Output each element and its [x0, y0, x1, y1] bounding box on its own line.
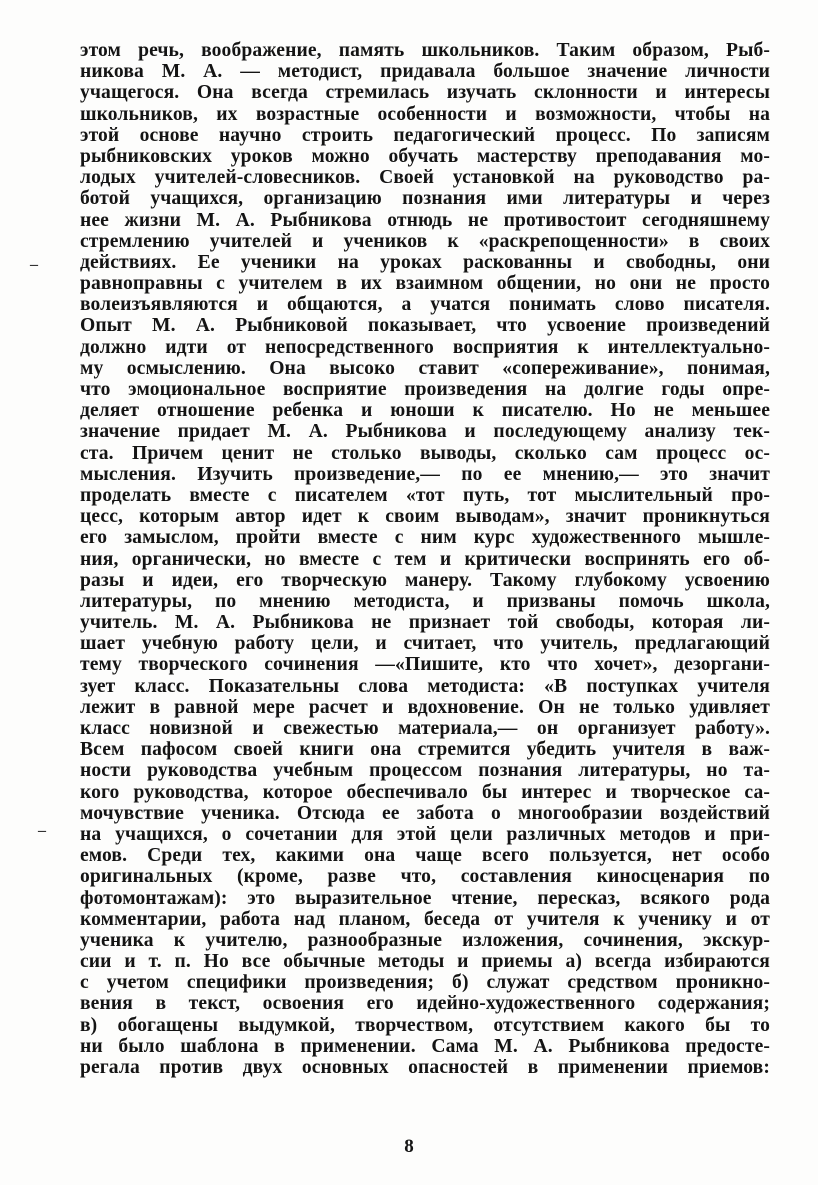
- text-line: кого руководства, которое обеспечивало бы интерес и творческое са-: [80, 781, 770, 803]
- body-text: [80, 40, 770, 1078]
- text-line: что эмоциональное восприятие произведения на долгие годы опре-: [80, 379, 770, 400]
- text-line: класс новизной и свежестью материала,— он организует работу».: [80, 718, 770, 739]
- text-line: должно идти от непосредственного восприятия к интеллектуально-: [80, 336, 770, 358]
- text-line: этом речь, воображение, память школьников. Таким образом, Рыб-: [80, 40, 770, 61]
- text-line: оригинальных (кроме, разве что, составления киносценария по: [80, 866, 770, 888]
- text-line: учащегося. Она всегда стремилась изучать склонности и интересы: [80, 82, 770, 104]
- text-line: му осмыслению. Она высоко ставит «сопереживание», понимая,: [80, 357, 770, 379]
- text-line: мысления. Изучить произведение,— по ее мнению,— это значит: [80, 463, 770, 485]
- text-line: фотомонтажам): это выразительное чтение, пересказ, всякого рода: [80, 887, 770, 909]
- text-line: действиях. Ее ученики на уроках раскованны и свободны, они: [80, 251, 770, 273]
- text-line: вения в текст, освоения его идейно-художественного содержания;: [80, 993, 770, 1015]
- text-line: сии и т. п. Но все обычные методы и приемы а) всегда избираются: [80, 951, 770, 973]
- text-line: учитель. М. А. Рыбникова не признает той свободы, которая ли-: [80, 612, 770, 634]
- text-line: его замыслом, пройти вместе с ним курс художественного мышле-: [80, 527, 770, 549]
- text-line: Всем пафосом своей книги она стремится убедить учителя в важ-: [80, 739, 770, 761]
- text-line: лежит в равной мере расчет и вдохновение. Он не только удивляет: [80, 696, 770, 718]
- text-line: деляет отношение ребенка и юноши к писателю. Но не меньшее: [80, 400, 770, 422]
- text-line: литературы, по мнению методиста, и призваны помочь школа,: [80, 590, 770, 612]
- text-line: тему творческого сочинения —«Пишите, кто что хочет», дезоргани-: [80, 654, 770, 676]
- text-line: зует класс. Показательны слова методиста: «В поступках учителя: [80, 675, 770, 697]
- text-line: лодых учителей-словесников. Своей установкой на руководство ра-: [80, 167, 770, 189]
- text-line: ния, органически, но вместе с тем и критически воспринять его об-: [80, 548, 770, 570]
- text-line: проделать вместе с писателем «тот путь, тот мыслительный про-: [80, 484, 770, 506]
- text-line: ности руководства учебным процессом познания литературы, но та-: [80, 760, 770, 782]
- text-line: волеизъявляются и общаются, а учатся понимать слово писателя.: [80, 294, 770, 316]
- page-number: 8: [404, 1136, 414, 1157]
- text-line: нее жизни М. А. Рыбникова отнюдь не противостоит сегодняшнему: [80, 209, 770, 231]
- text-line: ботой учащихся, организацию познания ими литературы и через: [80, 188, 770, 210]
- text-line: разы и идеи, его творческую манеру. Такому глубокому усвоению: [80, 569, 770, 591]
- text-line: ни было шаблона в применении. Сама М. А. Рыбникова предосте-: [80, 1035, 770, 1057]
- text-line: цесс, которым автор идет к своим выводам», значит проникнуться: [80, 506, 770, 528]
- text-line: Опыт М. А. Рыбниковой показывает, что усвоение произведений: [80, 315, 770, 337]
- text-line: значение придает М. А. Рыбникова и последующему анализу тек-: [80, 421, 770, 443]
- text-line: рыбниковских уроков можно обучать мастерству преподавания мо-: [80, 145, 770, 167]
- text-line: ученика к учителю, разнообразные изложения, сочинения, экскур-: [80, 929, 770, 951]
- text-line: емов. Среди тех, какими она чаще всего пользуется, нет особо: [80, 845, 770, 867]
- text-line: регала против двух основных опасностей в применении приемов:: [80, 1057, 770, 1078]
- text-line: комментарии, работа над планом, беседа от учителя к ученику и от: [80, 908, 770, 930]
- text-line: с учетом специфики произведения; б) служат средством проникно-: [80, 972, 770, 994]
- margin-dash-mark-2: –: [38, 822, 46, 839]
- margin-dash-mark: –: [30, 256, 38, 273]
- text-line: в) обогащены выдумкой, творчеством, отсутствием какого бы то: [80, 1014, 770, 1036]
- text-line: школьников, их возрастные особенности и возможности, чтобы на: [80, 103, 770, 125]
- text-line: равноправны с учителем в их взаимном общении, но они не просто: [80, 273, 770, 295]
- text-line: никова М. А. — методист, придавала большое значение личности: [80, 61, 770, 83]
- text-line: мочувствие ученика. Отсюда ее забота о многообразии воздействий: [80, 802, 770, 824]
- text-line: на учащихся, о сочетании для этой цели различных методов и при-: [80, 823, 770, 845]
- text-line: стремлению учителей и учеников к «раскрепощенности» в своих: [80, 230, 770, 252]
- text-line: этой основе научно строить педагогический процесс. По записям: [80, 124, 770, 146]
- text-line: ста. Причем ценит не столько выводы, сколько сам процесс ос-: [80, 442, 770, 464]
- text-line: шает учебную работу цели, и считает, что учитель, предлагающий: [80, 633, 770, 655]
